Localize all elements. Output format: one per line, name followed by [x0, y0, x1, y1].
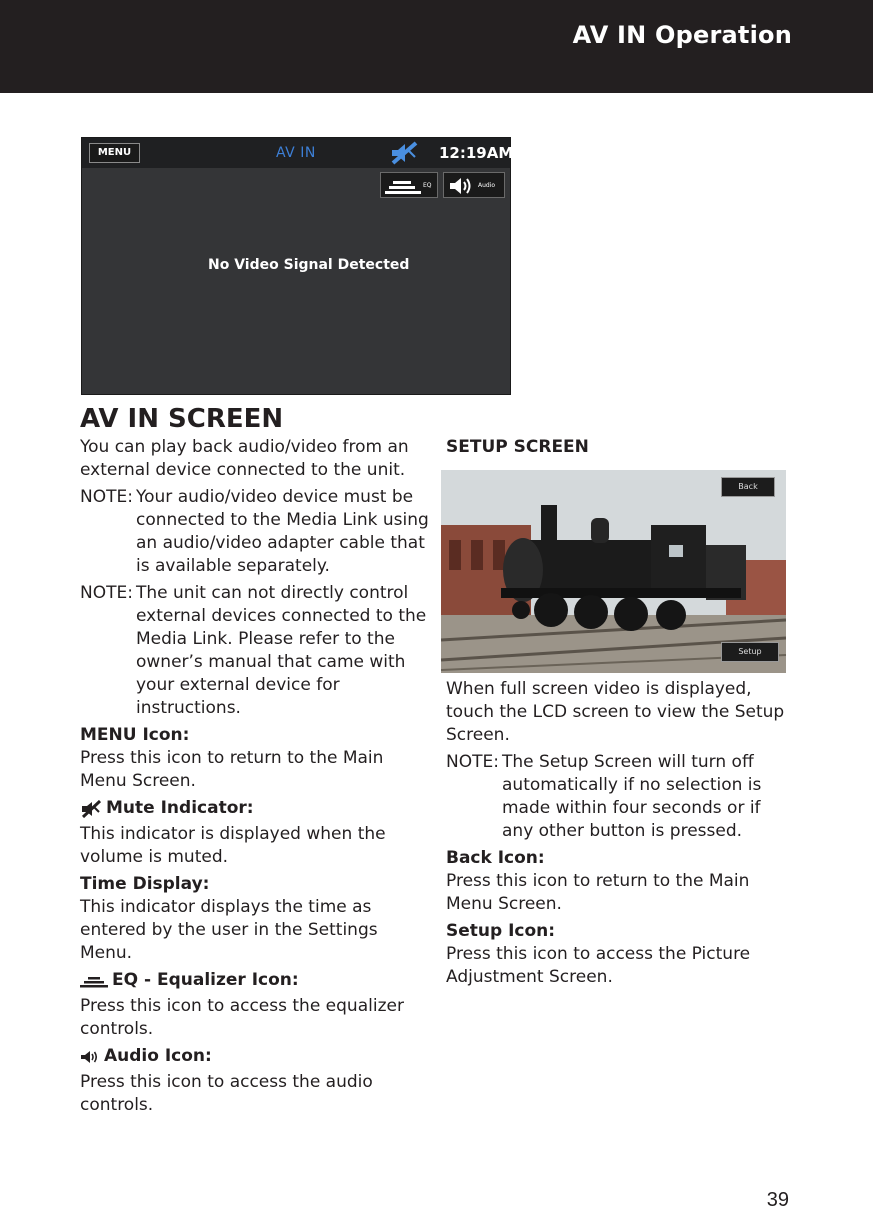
audio-icon-heading	[80, 1045, 430, 1068]
equalizer-icon	[383, 175, 423, 197]
note-label: NOTE:	[446, 752, 499, 772]
eq-icon-text: Press this icon to access the equalizer controls.	[80, 996, 404, 1039]
right-column	[446, 436, 796, 459]
mute-icon	[80, 800, 102, 818]
audio-icon-label: Audio Icon:	[104, 1046, 212, 1066]
audio-label: Audio	[478, 182, 496, 189]
time-display-heading: Time Display:	[80, 874, 210, 894]
setup-screen-figure	[441, 470, 786, 673]
av-in-screen-figure	[81, 137, 514, 395]
equalizer-icon	[80, 973, 108, 989]
back-button[interactable]: Back	[721, 477, 775, 497]
note-text: The Setup Screen will turn off automatically if no selection is made within four seconds or if any other button is pressed.	[502, 752, 762, 841]
audio-button[interactable]	[443, 172, 505, 198]
mute-indicator-label: Mute Indicator:	[106, 798, 254, 818]
note-adapter	[80, 486, 430, 578]
audio-icon-text: Press this icon to access the audio controls.	[80, 1072, 373, 1115]
setup-icon-text: Press this icon to access the Picture Adjustment Screen.	[446, 944, 751, 987]
note-label: NOTE:	[80, 583, 133, 603]
page-title: AV IN Operation	[572, 21, 792, 49]
note-label: NOTE:	[80, 487, 133, 507]
mute-indicator-text: This indicator is displayed when the volume is muted.	[80, 824, 386, 867]
note-text: The unit can not directly control external devices connected to the Media Link. Please refer to the owner’s manual that came with your external device for instructions.	[136, 583, 427, 718]
back-icon-heading: Back Icon:	[446, 848, 545, 868]
page-header	[0, 0, 873, 93]
right-column-body	[446, 678, 796, 993]
eq-button[interactable]	[380, 172, 438, 198]
av-screen-title: AV IN	[276, 145, 316, 161]
time-display-text: This indicator displays the time as entered by the user in the Settings Menu.	[80, 897, 378, 963]
note-external-devices	[80, 582, 430, 720]
menu-icon-text: Press this icon to return to the Main Menu Screen.	[80, 748, 384, 791]
setup-button[interactable]: Setup	[721, 642, 779, 662]
mute-icon	[389, 141, 419, 165]
av-top-bar	[82, 138, 514, 168]
mute-indicator-heading	[80, 797, 430, 820]
note-setup-timeout	[446, 751, 796, 843]
note-text: Your audio/video device must be connected to the Media Link using an audio/video adapter cable that is available separately.	[136, 487, 429, 576]
speaker-icon	[80, 1049, 100, 1065]
left-column	[80, 402, 430, 1121]
setup-icon-heading: Setup Icon:	[446, 921, 556, 941]
menu-icon-heading: MENU Icon:	[80, 725, 190, 745]
no-signal-text: No Video Signal Detected	[208, 257, 410, 273]
setup-screen-heading: SETUP SCREEN	[446, 437, 589, 457]
eq-icon-heading	[80, 969, 430, 992]
time-display: 12:19AM	[439, 144, 514, 162]
av-in-intro: You can play back audio/video from an external device connected to the unit.	[80, 437, 409, 480]
av-in-screen-heading: AV IN SCREEN	[80, 404, 284, 434]
speaker-icon	[447, 175, 477, 197]
page-number: 39	[766, 1189, 789, 1210]
eq-label: EQ	[423, 182, 432, 189]
setup-screen-intro: When full screen video is displayed, touch the LCD screen to view the Setup Screen.	[446, 679, 785, 745]
menu-button[interactable]: MENU	[89, 143, 140, 163]
eq-icon-label: EQ - Equalizer Icon:	[112, 970, 299, 990]
back-icon-text: Press this icon to return to the Main Menu Screen.	[446, 871, 750, 914]
